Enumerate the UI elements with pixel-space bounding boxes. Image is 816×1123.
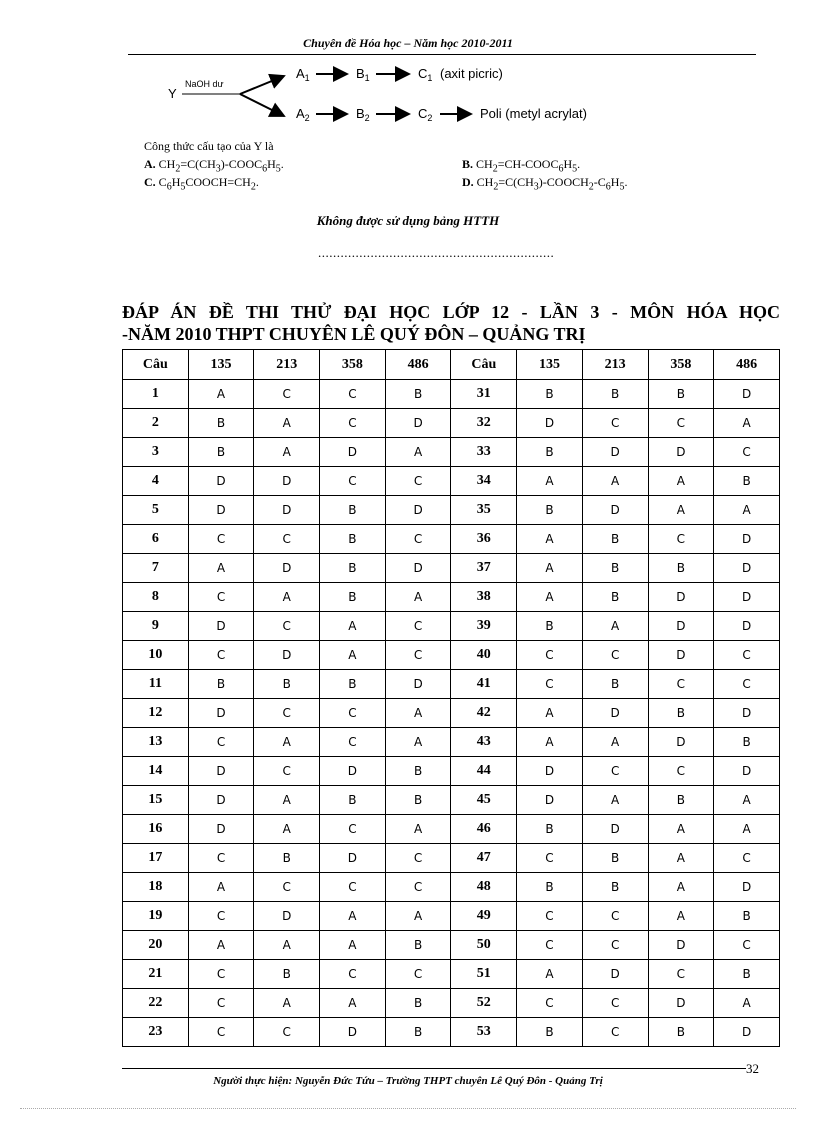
option-d: D. $CH_2=C(CH_3)-COOCH_2-C_6H_5$. [462, 175, 628, 193]
table-row [123, 438, 780, 467]
answer-cell: C [320, 467, 386, 496]
column-header: 213 [254, 350, 320, 380]
answer-cell: A [582, 786, 648, 815]
answer-cell: A [320, 989, 386, 1018]
question-number-cell: 47 [451, 844, 517, 873]
question-number-cell: 6 [123, 525, 189, 554]
answer-cell: A [385, 583, 451, 612]
answer-cell: D [188, 467, 254, 496]
answer-cell: C [188, 525, 254, 554]
answer-cell: C [714, 670, 780, 699]
option-c-text: $C_6H_5COOCH=CH_2$. [158, 175, 259, 193]
answer-cell: C [517, 902, 583, 931]
answer-cell: A [254, 989, 320, 1018]
question-number-cell: 48 [451, 873, 517, 902]
answer-cell: C [320, 380, 386, 409]
top-end: (axit picric) [440, 66, 503, 81]
question-number-cell: 2 [123, 409, 189, 438]
question-number-cell: 5 [123, 496, 189, 525]
question-number-cell: 18 [123, 873, 189, 902]
answer-cell: D [188, 496, 254, 525]
answer-cell: C [254, 380, 320, 409]
table-row [123, 873, 780, 902]
top-b1: $B_1$ [356, 66, 370, 83]
answer-cell: C [517, 670, 583, 699]
answer-cell: D [517, 757, 583, 786]
answer-cell: B [517, 612, 583, 641]
answer-cell: C [320, 699, 386, 728]
answer-cell: A [320, 902, 386, 931]
answer-cell: B [385, 757, 451, 786]
answer-cell: D [582, 438, 648, 467]
answer-cell: A [254, 931, 320, 960]
answer-cell: A [714, 786, 780, 815]
header-divider [128, 54, 756, 55]
answer-cell: B [385, 1018, 451, 1047]
answer-cell: B [385, 931, 451, 960]
page-number: 32 [746, 1061, 759, 1076]
table-row [123, 960, 780, 989]
answer-cell: D [714, 554, 780, 583]
question-number-cell: 9 [123, 612, 189, 641]
answer-cell: D [385, 670, 451, 699]
question-number-cell: 43 [451, 728, 517, 757]
answer-cell: D [714, 612, 780, 641]
answer-cell: A [714, 409, 780, 438]
answer-cell: C [320, 960, 386, 989]
answer-cell: D [648, 583, 714, 612]
answer-cell: B [648, 699, 714, 728]
answer-cell: B [320, 670, 386, 699]
question-number-cell: 15 [123, 786, 189, 815]
answer-cell: B [517, 438, 583, 467]
question-number-cell: 31 [451, 380, 517, 409]
answer-cell: D [714, 380, 780, 409]
answer-cell: C [385, 844, 451, 873]
question-number-cell: 1 [123, 380, 189, 409]
question-number-cell: 3 [123, 438, 189, 467]
answer-cell: D [320, 844, 386, 873]
instruction-note: Không được sử dụng bảng HTTH [316, 213, 500, 228]
answer-cell: A [385, 438, 451, 467]
answer-cell: A [648, 496, 714, 525]
bottom-c2: $C_2$ [418, 106, 433, 123]
answer-cell: C [385, 960, 451, 989]
answer-cell: B [582, 670, 648, 699]
answer-cell: C [254, 757, 320, 786]
table-row [123, 409, 780, 438]
answer-cell: C [385, 525, 451, 554]
page-bottom-edge [20, 1108, 796, 1109]
column-header: 358 [648, 350, 714, 380]
answer-cell: A [385, 699, 451, 728]
answer-key-title-line2: -NĂM 2010 THPT CHUYÊN LÊ QUÝ ĐÔN – QUẢNG TRỊ [122, 324, 586, 344]
question-number-cell: 21 [123, 960, 189, 989]
table-row [123, 931, 780, 960]
answer-cell: D [714, 583, 780, 612]
footer-divider [122, 1068, 746, 1069]
answer-key-title-line1: ĐÁP ÁN ĐỀ THI THỬ ĐẠI HỌC LỚP 12 - LẦN 3 - MÔN HÓA HỌC [122, 302, 780, 322]
answer-cell: C [648, 960, 714, 989]
question-number-cell: 41 [451, 670, 517, 699]
answer-cell: C [582, 409, 648, 438]
table-row [123, 815, 780, 844]
answer-cell: B [188, 409, 254, 438]
question-number-cell: 17 [123, 844, 189, 873]
bottom-b2: $B_2$ [356, 106, 370, 123]
answer-cell: A [254, 438, 320, 467]
answer-cell: D [582, 699, 648, 728]
answer-cell: C [648, 409, 714, 438]
question-number-cell: 20 [123, 931, 189, 960]
column-header: 486 [385, 350, 451, 380]
answer-cell: C [254, 525, 320, 554]
option-b-text: $CH_2=CH-COOC_6H_5$. [476, 157, 581, 175]
answer-cell: C [714, 931, 780, 960]
reagent-label: NaOH dư [185, 79, 224, 89]
question-number-cell: 4 [123, 467, 189, 496]
table-row [123, 496, 780, 525]
answer-cell: D [254, 902, 320, 931]
answer-cell: C [582, 1018, 648, 1047]
answer-cell: D [320, 438, 386, 467]
answer-cell: C [582, 641, 648, 670]
answer-cell: A [582, 612, 648, 641]
answer-cell: A [385, 902, 451, 931]
answer-cell: D [385, 409, 451, 438]
answer-cell: A [517, 699, 583, 728]
answer-cell: B [320, 583, 386, 612]
answer-cell: A [188, 554, 254, 583]
question-number-cell: 40 [451, 641, 517, 670]
branch-down-arrow [240, 94, 284, 116]
table-row [123, 699, 780, 728]
answer-cell: C [188, 641, 254, 670]
answer-cell: A [648, 873, 714, 902]
answer-cell: C [385, 641, 451, 670]
answer-cell: D [648, 728, 714, 757]
answer-cell: D [648, 438, 714, 467]
answer-cell: B [648, 380, 714, 409]
question-number-cell: 49 [451, 902, 517, 931]
column-header: 213 [582, 350, 648, 380]
answer-cell: B [385, 989, 451, 1018]
column-header: 358 [320, 350, 386, 380]
answer-cell: D [188, 757, 254, 786]
answer-cell: A [517, 467, 583, 496]
answer-cell: C [320, 873, 386, 902]
option-a-text: $CH_2=C(CH_3)-COOC_6H_5$. [158, 157, 284, 175]
table-row [123, 728, 780, 757]
answer-cell: C [582, 902, 648, 931]
question-number-cell: 39 [451, 612, 517, 641]
page-footer: Người thực hiện: Nguyễn Đức Tứu – Trường THPT chuyên Lê Quý Đôn - Quảng Trị [213, 1075, 603, 1087]
question-stem: Công thức cấu tạo của Y là [144, 139, 274, 153]
question-number-cell: 13 [123, 728, 189, 757]
answer-cell: D [714, 525, 780, 554]
bottom-end: Poli (metyl acrylat) [480, 106, 587, 121]
question-number-cell: 32 [451, 409, 517, 438]
answer-cell: C [320, 409, 386, 438]
answer-cell: B [254, 844, 320, 873]
top-c1: $C_1$ [418, 66, 433, 83]
answer-cell: D [188, 699, 254, 728]
column-header: Câu [123, 350, 189, 380]
answer-cell: D [254, 641, 320, 670]
dotted-separator: ............................................................... [318, 245, 555, 260]
question-number-cell: 42 [451, 699, 517, 728]
bottom-a2: $A_2$ [296, 106, 310, 123]
answer-cell: C [582, 989, 648, 1018]
option-a: A. $CH_2=C(CH_3)-COOC_6H_5$. [144, 157, 284, 175]
question-number-cell: 22 [123, 989, 189, 1018]
answer-cell: D [648, 989, 714, 1018]
column-header: 135 [188, 350, 254, 380]
answer-cell: D [385, 496, 451, 525]
answer-cell: A [320, 641, 386, 670]
answer-cell: B [517, 1018, 583, 1047]
answer-cell: B [582, 583, 648, 612]
answer-cell: C [385, 467, 451, 496]
answer-cell: A [188, 873, 254, 902]
answer-cell: B [648, 554, 714, 583]
answer-cell: A [254, 786, 320, 815]
answer-cell: D [582, 496, 648, 525]
answer-cell: B [517, 873, 583, 902]
table-row [123, 380, 780, 409]
answer-cell: D [320, 1018, 386, 1047]
page-header: Chuyên đề Hóa học – Năm học 2010-2011 [303, 36, 513, 50]
answer-cell: B [320, 554, 386, 583]
answer-cell: C [517, 641, 583, 670]
answer-cell: C [385, 612, 451, 641]
answer-cell: B [385, 786, 451, 815]
table-row [123, 902, 780, 931]
answer-key-title [122, 301, 780, 345]
answer-cell: B [254, 960, 320, 989]
question-number-cell: 52 [451, 989, 517, 1018]
answer-cell: C [188, 1018, 254, 1047]
question-number-cell: 23 [123, 1018, 189, 1047]
answer-cell: D [188, 815, 254, 844]
answer-cell: B [385, 380, 451, 409]
answer-cell: D [188, 786, 254, 815]
table-row [123, 467, 780, 496]
answer-cell: D [517, 409, 583, 438]
answer-cell: D [385, 554, 451, 583]
answer-cell: A [188, 380, 254, 409]
answer-cell: A [254, 728, 320, 757]
answer-cell: A [648, 467, 714, 496]
answer-cell: B [188, 670, 254, 699]
answer-cell: C [254, 873, 320, 902]
answer-cell: A [517, 583, 583, 612]
question-number-cell: 12 [123, 699, 189, 728]
answer-cell: C [320, 728, 386, 757]
answer-table-header [123, 350, 780, 380]
table-row [123, 786, 780, 815]
answer-cell: A [517, 728, 583, 757]
question-number-cell: 35 [451, 496, 517, 525]
answer-cell: A [385, 815, 451, 844]
question-number-cell: 45 [451, 786, 517, 815]
answer-cell: A [517, 554, 583, 583]
answer-cell: D [714, 1018, 780, 1047]
question-number-cell: 50 [451, 931, 517, 960]
answer-cell: B [517, 380, 583, 409]
option-b: B. $CH_2=CH-COOC_6H_5$. [462, 157, 581, 175]
answer-cell: B [714, 467, 780, 496]
answer-cell: A [714, 496, 780, 525]
answer-cell: D [714, 757, 780, 786]
question-number-cell: 8 [123, 583, 189, 612]
answer-cell: A [648, 815, 714, 844]
question-number-cell: 44 [451, 757, 517, 786]
branch-up-arrow [240, 76, 284, 94]
answer-cell: C [517, 931, 583, 960]
table-row [123, 641, 780, 670]
question-number-cell: 11 [123, 670, 189, 699]
answer-cell: C [320, 815, 386, 844]
answer-cell: B [582, 844, 648, 873]
table-row [123, 844, 780, 873]
answer-cell: A [517, 960, 583, 989]
question-number-cell: 19 [123, 902, 189, 931]
answer-cell: A [188, 931, 254, 960]
table-row [123, 583, 780, 612]
table-row [123, 1018, 780, 1047]
answer-cell: C [648, 525, 714, 554]
question-number-cell: 10 [123, 641, 189, 670]
answer-cell: C [188, 989, 254, 1018]
answer-cell: B [714, 728, 780, 757]
answer-cell: D [517, 786, 583, 815]
answer-cell: B [254, 670, 320, 699]
answer-cell: D [582, 960, 648, 989]
answer-cell: D [648, 641, 714, 670]
answer-cell: C [188, 960, 254, 989]
answer-cell: A [254, 409, 320, 438]
column-header: 486 [714, 350, 780, 380]
answer-cell: A [385, 728, 451, 757]
column-header: Câu [451, 350, 517, 380]
answer-cell: D [254, 554, 320, 583]
answer-cell: D [320, 757, 386, 786]
option-d-text: $CH_2=C(CH_3)-COOCH_2-C_6H_5$. [476, 175, 628, 193]
answer-cell: B [517, 815, 583, 844]
answer-cell: B [320, 525, 386, 554]
answer-cell: D [582, 815, 648, 844]
answer-cell: A [714, 815, 780, 844]
answer-cell: B [582, 554, 648, 583]
answer-cell: C [188, 728, 254, 757]
question-number-cell: 34 [451, 467, 517, 496]
answer-cell: B [320, 786, 386, 815]
question-number-cell: 36 [451, 525, 517, 554]
answer-cell: C [254, 1018, 320, 1047]
answer-cell: C [648, 757, 714, 786]
answer-cell: A [648, 844, 714, 873]
answer-cell: A [254, 815, 320, 844]
question-number-cell: 38 [451, 583, 517, 612]
table-row [123, 757, 780, 786]
top-a1: $A_1$ [296, 66, 310, 83]
answer-table [122, 349, 780, 1047]
answer-cell: A [254, 583, 320, 612]
answer-cell: B [517, 496, 583, 525]
table-row [123, 554, 780, 583]
answer-cell: B [648, 1018, 714, 1047]
answer-cell: A [648, 902, 714, 931]
question-number-cell: 16 [123, 815, 189, 844]
answer-cell: B [188, 438, 254, 467]
answer-cell: C [254, 699, 320, 728]
answer-cell: C [517, 844, 583, 873]
answer-cell: C [714, 844, 780, 873]
answer-cell: D [254, 496, 320, 525]
answer-cell: A [582, 728, 648, 757]
answer-cell: C [385, 873, 451, 902]
answer-cell: B [582, 380, 648, 409]
answer-cell: A [320, 931, 386, 960]
answer-cell: D [648, 612, 714, 641]
table-row [123, 670, 780, 699]
question-number-cell: 46 [451, 815, 517, 844]
answer-cell: A [714, 989, 780, 1018]
table-row [123, 612, 780, 641]
answer-cell: B [714, 960, 780, 989]
answer-cell: B [582, 525, 648, 554]
answer-cell: C [517, 989, 583, 1018]
answer-cell: C [582, 931, 648, 960]
answer-cell: B [714, 902, 780, 931]
answer-cell: A [582, 467, 648, 496]
option-c: C. $C_6H_5COOCH=CH_2$. [144, 175, 259, 193]
answer-cell: C [188, 844, 254, 873]
table-row [123, 525, 780, 554]
answer-cell: C [648, 670, 714, 699]
answer-cell: A [517, 525, 583, 554]
answer-cell: D [188, 612, 254, 641]
question-number-cell: 14 [123, 757, 189, 786]
answer-cell: D [254, 467, 320, 496]
question-number-cell: 33 [451, 438, 517, 467]
question-number-cell: 53 [451, 1018, 517, 1047]
answer-cell: A [320, 612, 386, 641]
answer-cell: C [714, 438, 780, 467]
answer-cell: C [188, 583, 254, 612]
answer-cell: B [320, 496, 386, 525]
question-number-cell: 51 [451, 960, 517, 989]
answer-cell: C [254, 612, 320, 641]
table-row [123, 989, 780, 1018]
answer-cell: D [648, 931, 714, 960]
column-header: 135 [517, 350, 583, 380]
answer-cell: D [714, 873, 780, 902]
answer-cell: C [188, 902, 254, 931]
question-number-cell: 37 [451, 554, 517, 583]
answer-cell: B [582, 873, 648, 902]
answer-cell: D [714, 699, 780, 728]
start-compound: Y [168, 86, 177, 101]
answer-cell: C [714, 641, 780, 670]
answer-cell: B [648, 786, 714, 815]
answer-cell: C [582, 757, 648, 786]
reaction-diagram [160, 64, 620, 134]
question-number-cell: 7 [123, 554, 189, 583]
